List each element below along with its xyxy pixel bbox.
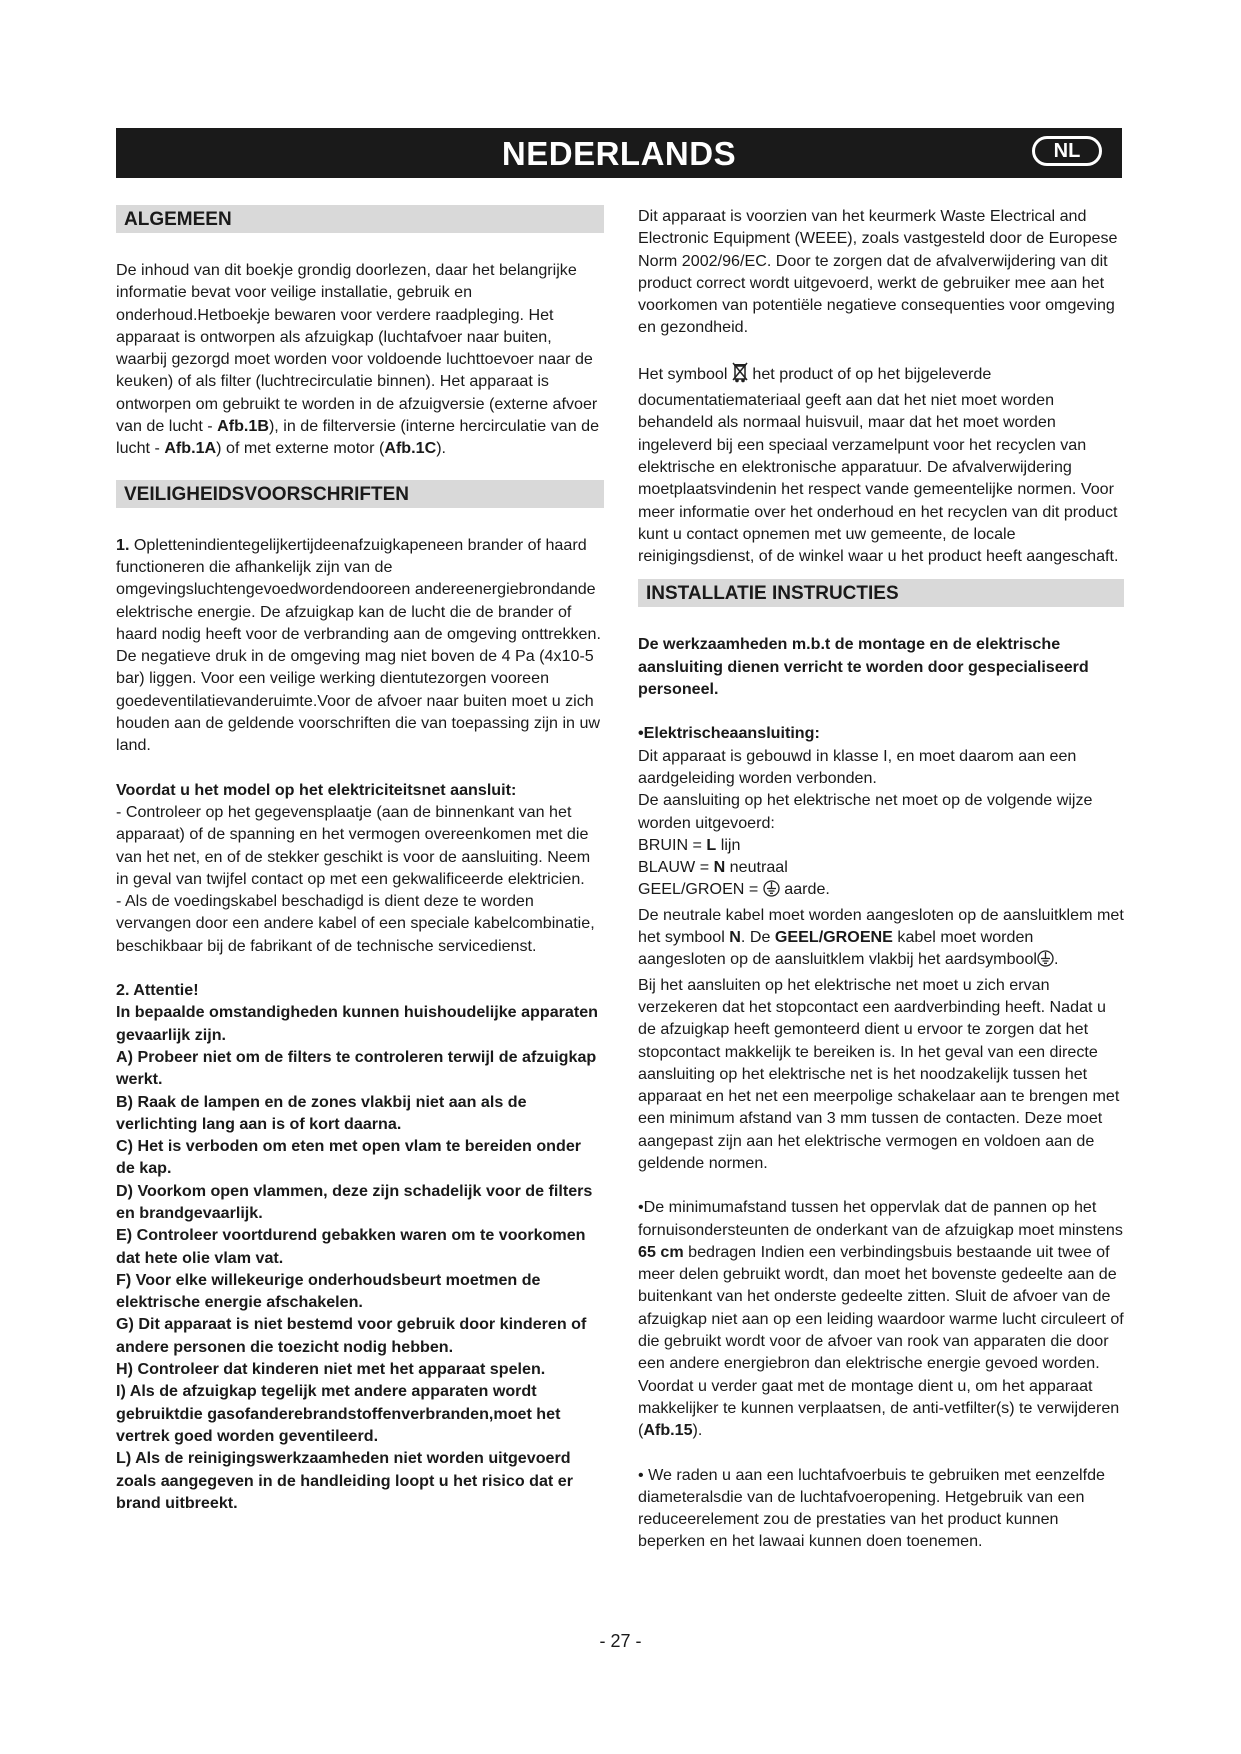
attention-item-i: I) Als de afzuigkap tegelijk met andere apparaten wordt gebruiktdie gasofanderebrandstoffenverbranden,moet het vertrek goed worden geventileerd.: [116, 1382, 561, 1445]
attention-item-c: C) Het is verboden om eten met open vlam te bereiden onder de kap.: [116, 1137, 582, 1178]
section-heading-installatie: INSTALLATIE INSTRUCTIES: [638, 579, 1124, 607]
before-connect-1: - Controleer op het gegevensplaatje (aan de binnenkant van het apparaat) of de spanning en het vermogen overeenkomen met die van het net, en of de stekker geschikt is voor de aansluiting. Neem in geval van twijfel contact op met een gekwalificeerde elektricien.: [116, 802, 591, 888]
left-column: [116, 205, 604, 1514]
attention-item-d: D) Voorkom open vlammen, deze zijn schadelijk voor de filters en brandgevaarlijk.: [116, 1181, 593, 1222]
earth-icon: [1037, 950, 1054, 973]
before-connect-2: - Als de voedingskabel beschadigd is dient deze te worden vervangen door een andere kabel of een speciale kabelcombinatie, beschikbaar bij de fabrikant of de technische servicedienst.: [116, 892, 595, 955]
section-heading-veiligheid: VEILIGHEIDSVOORSCHRIFTEN: [116, 480, 604, 508]
electric-connection-3: Bij het aansluiten op het elektrische net moet u zich ervan verzekeren dat het stopcontact een aardverbinding heeft. Nadat u de afzuigkap heeft gemonteerd dient u ervoor te zorgen dat het stopcontact makkelijk te bereiken is. In het geval van een directe aansluiting op het elektrische net is het noodzakelijk tussen het apparaat en het net een meerpolige schakelaar aan te brengen met een minimum afstand van 3 mm tussen de contacten. Deze moet aangepast zijn aan het elektrische vermogen en voldoen aan de geldende normen.: [638, 975, 1120, 1172]
section-heading-algemeen: ALGEMEEN: [116, 205, 604, 233]
attention-item-b: B) Raak de lampen en de zones vlakbij niet aan als de verlichting lang aan is of kort daarna.: [116, 1092, 527, 1133]
right-column: [638, 205, 1124, 1553]
attention-item-e: E) Controleer voortdurend gebakken waren om te voorkomen dat hete olie vlam vat.: [116, 1226, 586, 1267]
attention-item-a: A) Probeer niet om de filters te controleren terwijl de afzuigkap werkt.: [116, 1047, 597, 1089]
neutral-wire-paragraph: De neutrale kabel moet worden aangesloten op de aansluitklem met het symbool N. De GEEL/GROENE kabel moet worden aangesloten op de aansluitklem vlakbij het aardsymbool .: [638, 904, 1124, 974]
attention-title: 2. Attentie!: [116, 981, 199, 1000]
electric-connection-title: •Elektrischeaansluiting:: [638, 724, 820, 743]
attention-item-h: H) Controleer dat kinderen niet met het apparaat spelen.: [116, 1360, 546, 1379]
weee-paragraph-2: Het symbool het product of op het bijgeleverde documentatiemateriaal geeft aan dat het niet moet worden behandeld als normaal huisvuil, maar dat het moet worden ingeleverd bij een speciaal verzamelpunt voor het recyclen van elektrische en elektronische apparatuur. De afvalverwijdering moetplaatsvindenin het respect vande gemeentelijke normen. Voor meer informatie over het onderhoud en het recyclen van dit product kunt u contact opnemen met uw gemeente, de locale reinigingsdienst, of de winkel waar u het product heeft aangeschaft.: [638, 361, 1124, 568]
algemeen-paragraph: De inhoud van dit boekje grondig doorlezen, daar het belangrijke informatie bevat voor veilige installatie, gebruik en onderhoud.Hetboekje bewaren voor verdere raadpleging. Het apparaat is ontworpen als afzuigkap (luchtafvoer naar buiten, waarbij gezorgd moet worden voor voldoende luchttoevoer naar de keuken) of als filter (luchtrecirculatie binnen). Het apparaat is ontworpen om gebruikt te worden in de afzuigversie (externe afvoer van de lucht - Afb.1B), in de filterversie (interne hercirculatie van de lucht - Afb.1A) of met externe motor (Afb.1C).: [116, 261, 600, 458]
language-banner: [116, 128, 1122, 178]
language-badge: NL: [1032, 136, 1102, 166]
page-number: - 27 -: [599, 1631, 642, 1651]
electric-connection-2: De aansluiting op het elektrische net moet op de volgende wijze worden uitgevoerd:: [638, 791, 1093, 832]
install-intro: De werkzaamheden m.b.t de montage en de elektrische aansluiting dienen verricht te worden door gespecialiseerd personeel.: [638, 635, 1089, 699]
electric-connection-1: Dit apparaat is gebouwd in klasse I, en moet daarom aan een aardgeleiding worden verbonden.: [638, 746, 1077, 787]
duct-paragraph: • We raden u aan een luchtafvoerbuis te gebruiken met eenzelfde diameteralsdie van de luchtafvoeropening. Hetgebruik van een reduceerelement zou de prestaties van het product kunnen beperken en het lawaai kunnen doen toenemen.: [638, 1465, 1105, 1551]
min-distance-paragraph: •De minimumafstand tussen het oppervlak dat de pannen op het fornuisondersteunten de onderkant van de afzuigkap moet minstens 65 cm bedragen Indien een verbindingsbuis bestaande uit twee of meer delen gebruikt wordt, dan moet het bovenste gedeelte aan de buitenkant van het onderste gedeelte zitten. Sluit de afvoer van de afzuigkap niet aan op een leiding waardoor warme lucht circuleert of die gebruikt wordt voor de afvoer van rook van apparaten die door een andere energiebron dan elektrische energie gevoed worden. Voordat u verder gaat met de montage dient u, om het apparaat makkelijker te kunnen verplaatsen, de anti-vetfilter(s) te verwijderen (Afb.15).: [638, 1198, 1124, 1440]
banner-title: NEDERLANDS: [501, 135, 737, 172]
wire-blauw: BLAUW = N neutraal: [638, 858, 788, 877]
weee-paragraph-1: Dit apparaat is voorzien van het keurmerk Waste Electrical and Electronic Equipment (WEEE), zoals vastgesteld door de Europese Norm 2002/96/EC. Door te zorgen dat de afvalverwijdering van dit product correct wordt uitgevoerd, werkt de gebruiker mee aan het voorkomen van potentiële negatieve consequenties voor omgeving en gezondheid.: [638, 207, 1118, 337]
attention-intro: In bepaalde omstandigheden kunnen huishoudelijke apparaten gevaarlijk zijn.: [116, 1003, 598, 1044]
figure-ref-1a: Afb.1A: [164, 439, 217, 458]
attention-item-g: G) Dit apparaat is niet bestemd voor gebruik door kinderen of andere personen die toezicht nodig hebben.: [116, 1315, 587, 1356]
safety-item-1: 1. Oplettenindientegelijkertijdeenafzuigkapeneen brander of haard functioneren die afhankelijk zijn van de omgevingsluchtengevoedwordendooreen andereenergiebrondande elektrische energie. De afzuigkap kan de lucht die de brander of haard nodig heeft voor de verbranding aan de omgeving onttrekken. De negatieve druk in de omgeving mag niet boven de 4 Pa (4x10-5 bar) liggen. Voor een veilige werking dientutezorgen vooreen goedeventilatievanderuimte.Voor de afvoer naar buiten moet u zich houden aan de geldende voorschriften die van toepassing zijn in uw land.: [116, 535, 601, 755]
crossed-bin-icon: [732, 361, 748, 389]
figure-ref-15: Afb.15: [643, 1421, 693, 1440]
wire-bruin: BRUIN = L lijn: [638, 835, 741, 854]
before-connect-title: Voordat u het model op het elektriciteitsnet aansluit:: [116, 780, 517, 799]
figure-ref-1b: Afb.1B: [217, 417, 269, 436]
earth-icon: [763, 880, 780, 903]
attention-item-l: L) Als de reinigingswerkzaamheden niet worden uitgevoerd zoals aangegeven in de handleiding loopt u het risico dat er brand uitbreekt.: [116, 1449, 573, 1512]
figure-ref-1c: Afb.1C: [384, 439, 437, 458]
wire-geel-groen: GEEL/GROEN = aarde.: [638, 878, 1124, 903]
attention-item-f: F) Voor elke willekeurige onderhoudsbeurt moetmen de elektrische energie afschakelen.: [116, 1270, 541, 1312]
